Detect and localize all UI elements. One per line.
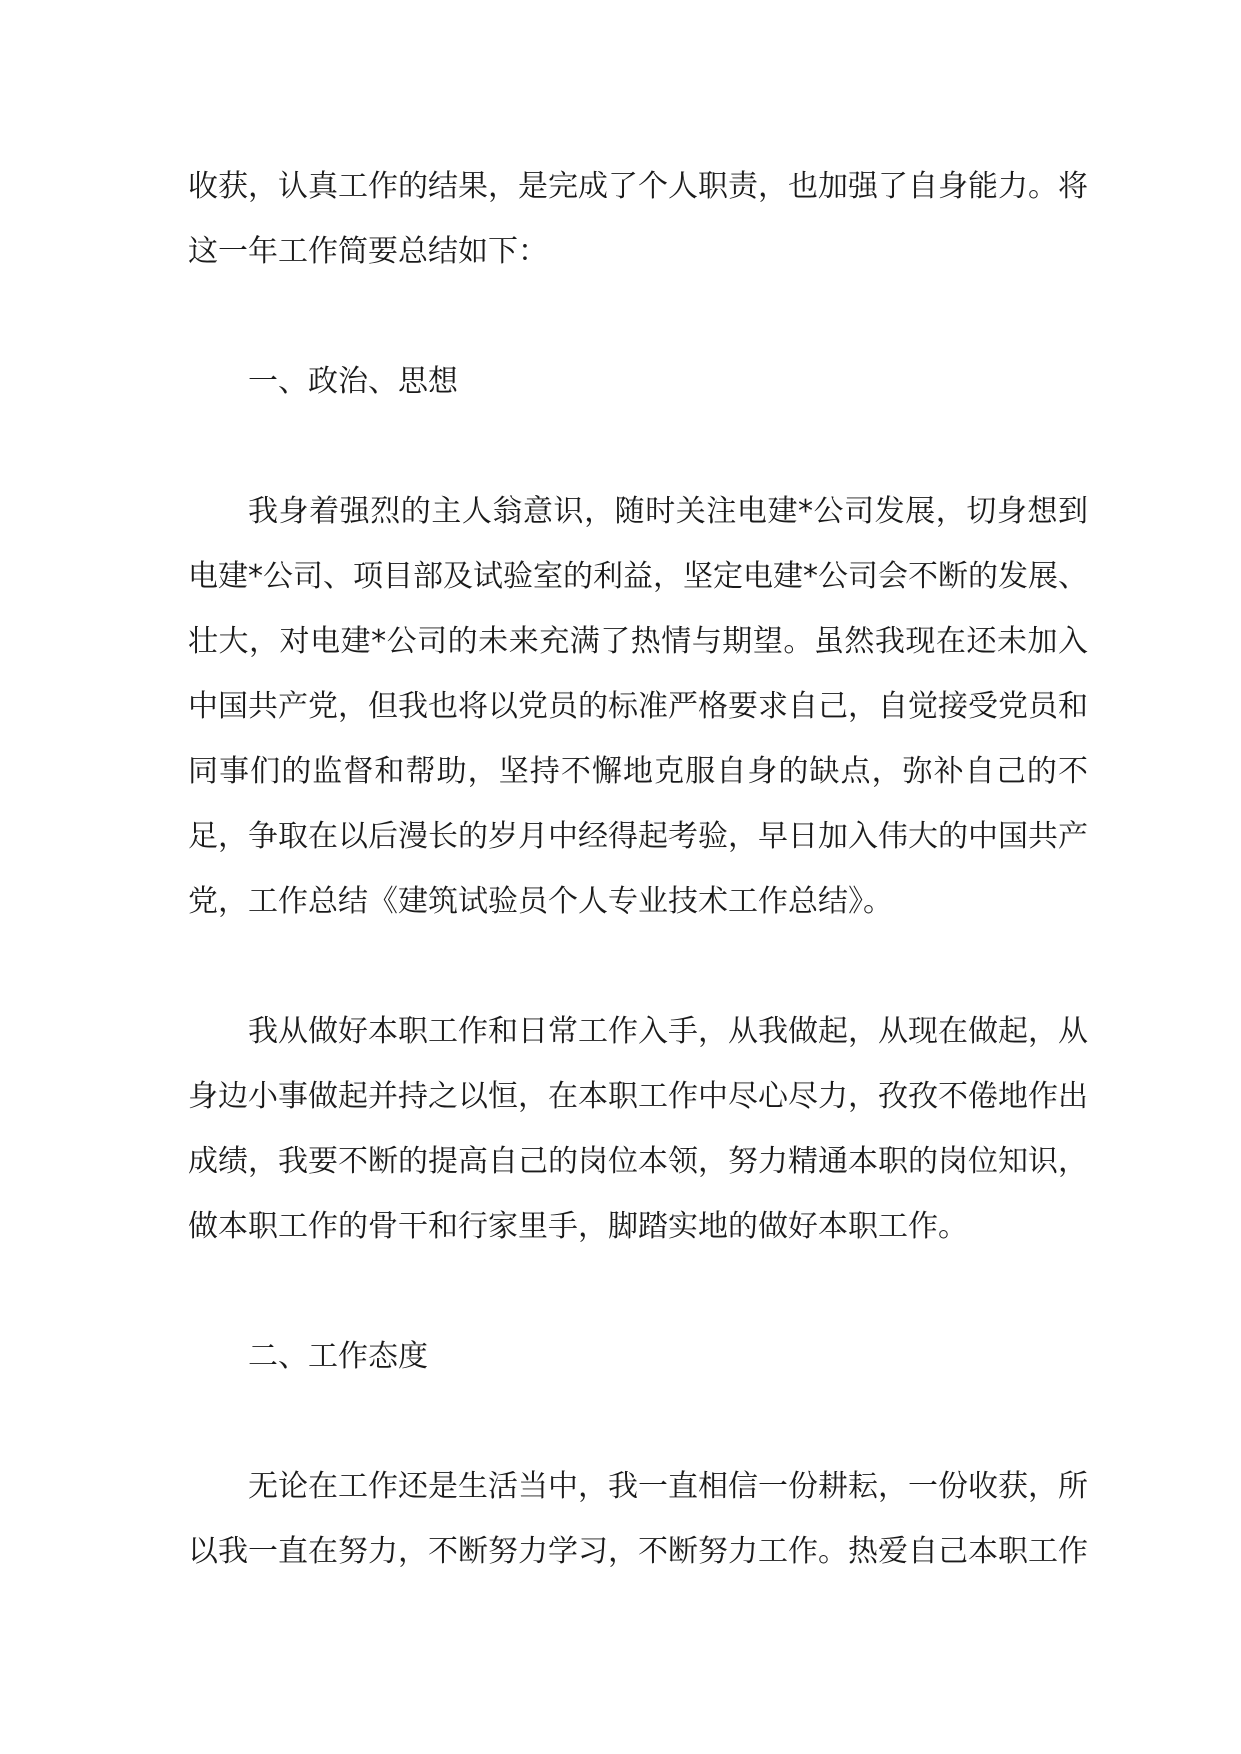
spacer (188, 1389, 1088, 1454)
spacer (188, 934, 1088, 999)
paragraph-politics-2: 我从做好本职工作和日常工作入手，从我做起，从现在做起，从身边小事做起并持之以恒，在本职工作中尽心尽力，孜孜不倦地作出成绩，我要不断的提高自己的岗位本领，努力精通本职的岗位知识，做本职工作的骨干和行家里手，脚踏实地的做好本职工作。 (188, 1014, 1088, 1244)
section-heading-politics: 一、政治、思想 (248, 364, 458, 399)
spacer (188, 284, 1088, 349)
paragraph-politics-1: 我身着强烈的主人翁意识，随时关注电建*公司发展，切身想到电建*公司、项目部及试验室的利益，坚定电建*公司会不断的发展、壮大，对电建*公司的未来充满了热情与期望。虽然我现在还未加入中国共产党，但我也将以党员的标准严格要求自己，自觉接受党员和同事们的监督和帮助，坚持不懈地克服自身的缺点，弥补自己的不足，争取在以后漫长的岁月中经得起考验，早日加入伟大的中国共产党，工作总结《建筑试验员个人专业技术工作总结》。 (188, 494, 1088, 919)
paragraph-attitude-1: 无论在工作还是生活当中，我一直相信一份耕耘，一份收获，所以我一直在努力，不断努力学习，不断努力工作。热爱自己本职工作 (188, 1469, 1088, 1569)
spacer (188, 414, 1088, 479)
document-body (188, 154, 1088, 1584)
intro-paragraph: 收获，认真工作的结果，是完成了个人职责，也加强了自身能力。将这一年工作简要总结如下： (188, 169, 1088, 269)
section-heading-attitude: 二、工作态度 (248, 1339, 428, 1374)
spacer (188, 1259, 1088, 1324)
